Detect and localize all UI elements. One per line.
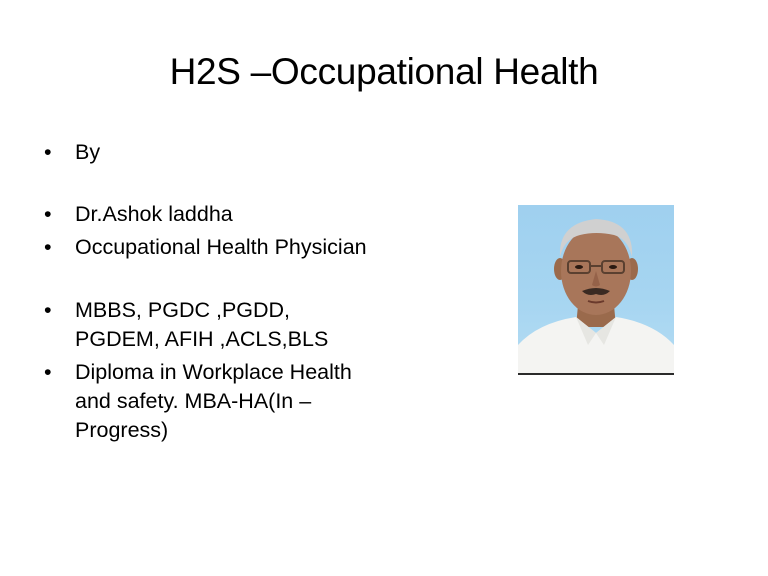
eye-left	[575, 265, 583, 269]
bullet-item: • Diploma in Workplace Health and safety. MBA-HA(In –Progress)	[44, 358, 374, 445]
bullet-list	[44, 138, 374, 445]
bullet-item: • Dr.Ashok laddha	[44, 200, 374, 229]
bullet-item: • MBBS, PGDC ,PGDD, PGDEM, AFIH ,ACLS,BLS	[44, 296, 374, 354]
photo-border-line	[518, 373, 674, 375]
portrait-illustration	[518, 205, 674, 373]
eye-right	[609, 265, 617, 269]
portrait-photo	[518, 205, 674, 373]
slide-title: H2S –Occupational Health	[169, 51, 599, 92]
bullet-item: • Occupational Health Physician	[44, 233, 374, 262]
bullet-item: • By	[44, 138, 374, 167]
